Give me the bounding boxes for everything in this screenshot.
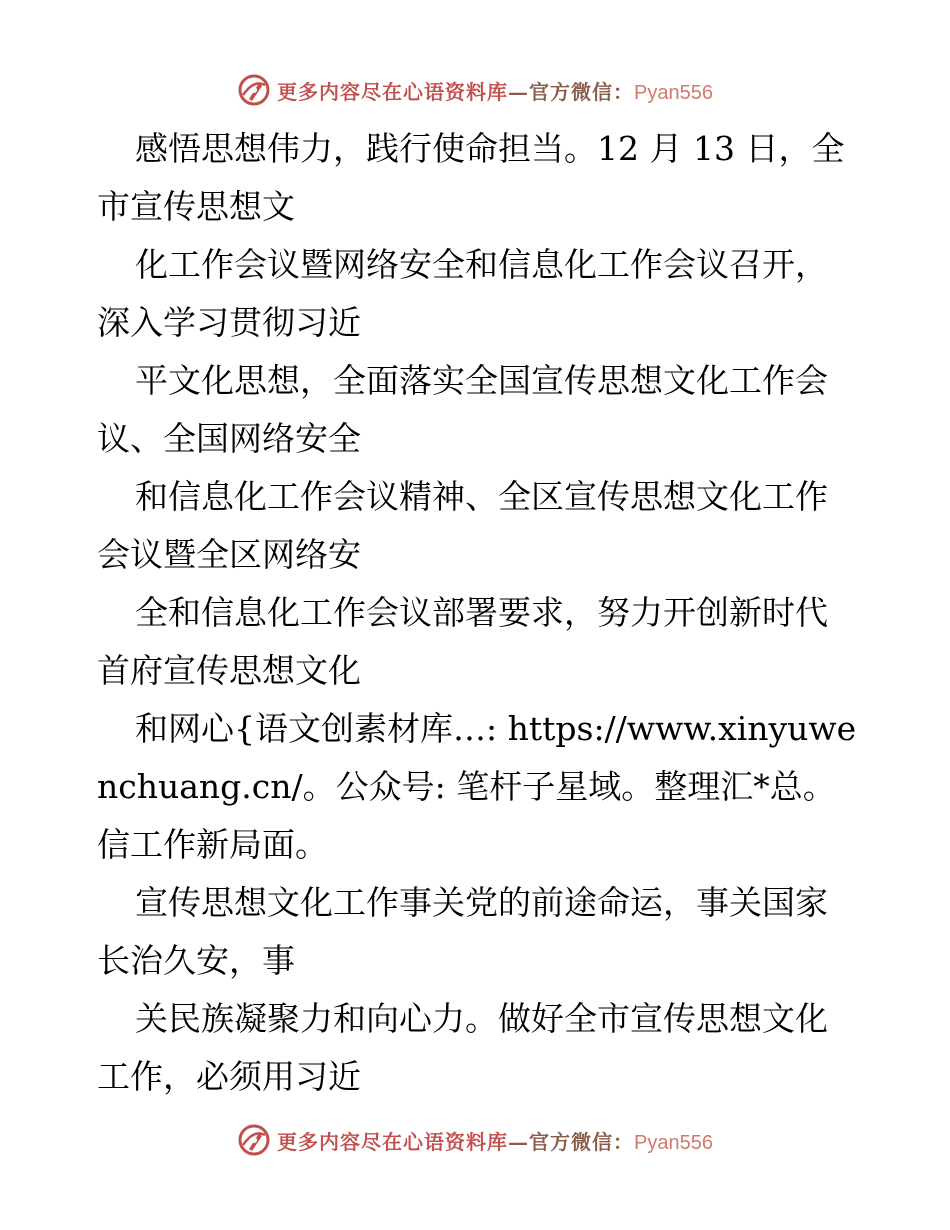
footer-text — [277, 1126, 713, 1155]
paragraph-4: 和信息化工作会议精神、全区宣传思想文化工作会议暨全区网络安 — [97, 477, 828, 574]
header-site-text: 更多内容尽在心语资料库 — [277, 79, 509, 104]
footer-site-text: 更多内容尽在心语资料库 — [277, 1129, 509, 1154]
footer-separator: — — [508, 1129, 530, 1154]
header-banner — [0, 70, 950, 110]
paragraph-6: 和网心{语文创素材库…: https://www.xinyuwenchuang.cn/。公众号: 笔杆子星域。整理汇*总。信工作新局面。 — [97, 709, 857, 864]
footer-contact-id: Pyan556 — [634, 1131, 713, 1154]
document-body — [97, 120, 857, 1106]
logo-icon — [237, 1123, 271, 1157]
paragraph-3: 平文化思想，全面落实全国宣传思想文化工作会议、全国网络安全 — [97, 361, 828, 458]
footer-banner — [0, 1120, 950, 1160]
header-text — [277, 76, 713, 105]
header-contact-label: 官方微信： — [529, 79, 635, 104]
paragraph-5: 全和信息化工作会议部署要求，努力开创新时代首府宣传思想文化 — [97, 593, 828, 690]
header-contact-id: Pyan556 — [634, 81, 713, 104]
paragraph-7: 宣传思想文化工作事关党的前途命运，事关国家长治久安，事 — [97, 883, 828, 980]
paragraph-1: 感悟思想伟力，践行使命担当。12 月 13 日，全市宣传思想文 — [97, 129, 845, 226]
header-separator: — — [508, 79, 530, 104]
paragraph-2: 化工作会议暨网络安全和信息化工作会议召开，深入学习贯彻习近 — [97, 245, 828, 342]
footer-contact-label: 官方微信： — [529, 1129, 635, 1154]
logo-icon — [237, 73, 271, 107]
paragraph-8: 关民族凝聚力和向心力。做好全市宣传思想文化工作，必须用习近 — [97, 999, 828, 1096]
